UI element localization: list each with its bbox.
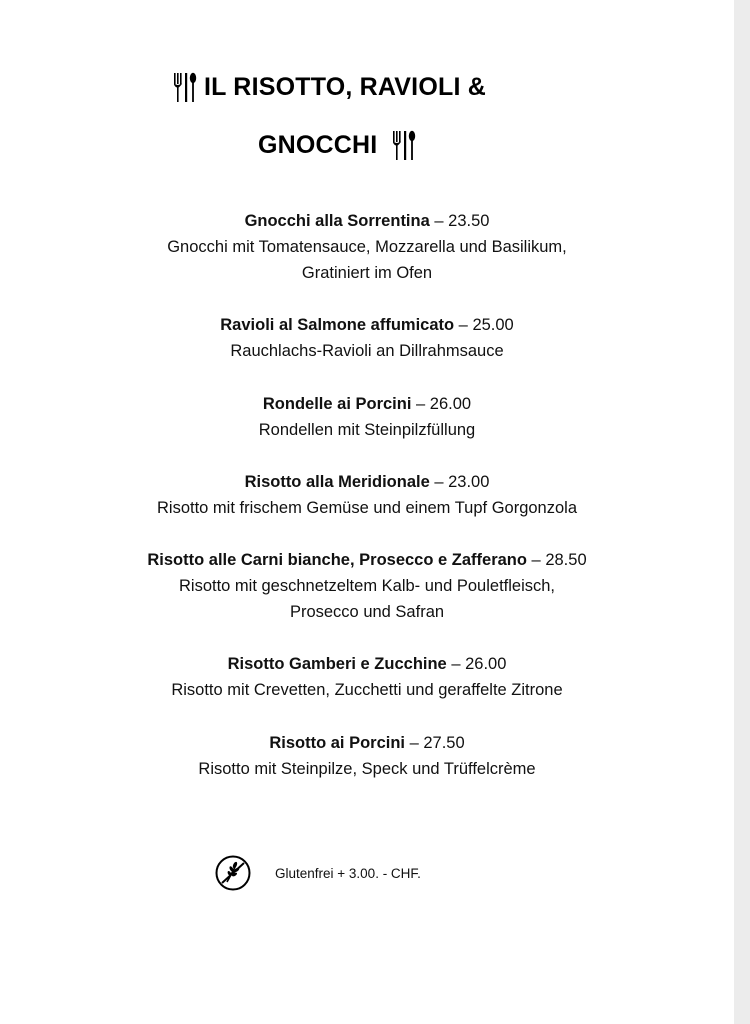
menu-item — [0, 391, 734, 443]
menu-item-header: Gnocchi alla Sorrentina – 23.50 — [244, 212, 490, 230]
dish-name: Risotto alle Carni bianche, Prosecco e Zafferano — [147, 551, 527, 569]
menu-item-header: Risotto ai Porcini – 27.50 — [269, 734, 465, 752]
menu-item-header: Ravioli al Salmone affumicato – 25.00 — [220, 316, 514, 334]
dish-name: Risotto Gamberi e Zucchine — [227, 655, 447, 673]
dish-name: Gnocchi alla Sorrentina — [244, 212, 430, 230]
dish-description: Prosecco und Safran — [289, 603, 445, 621]
dish-description: Rondellen mit Steinpilzfüllung — [258, 421, 476, 439]
menu-item-header: Risotto alle Carni bianche, Prosecco e Zafferano – 28.50 — [147, 551, 587, 569]
menu-item — [0, 469, 734, 521]
dish-price: 23.00 — [448, 473, 490, 491]
dish-name: Risotto alla Meridionale — [244, 473, 430, 491]
title-line-2 — [258, 128, 417, 162]
title-line-1 — [172, 70, 486, 104]
menu-item — [0, 547, 734, 625]
dish-price: 26.00 — [429, 395, 472, 413]
scrollbar-track[interactable] — [734, 0, 750, 1024]
dish-price: 26.00 — [465, 655, 507, 673]
cutlery-icon — [172, 70, 198, 104]
dish-name: Rondelle ai Porcini — [262, 395, 412, 413]
menu-item — [0, 651, 734, 703]
menu-item — [0, 208, 734, 286]
cutlery-icon — [391, 128, 417, 162]
page-title-line-1: IL RISOTTO, RAVIOLI & — [204, 72, 486, 101]
page-title-line-2: GNOCCHI — [258, 130, 378, 159]
dish-name: Ravioli al Salmone affumicato — [220, 316, 455, 334]
dish-price: 23.50 — [448, 212, 490, 230]
dish-description: Risotto mit Steinpilze, Speck und Trüffelcrème — [198, 760, 536, 778]
menu-item-header: Risotto Gamberi e Zucchine – 26.00 — [227, 655, 507, 673]
dish-price: 25.00 — [472, 316, 514, 334]
gluten-free-note — [214, 854, 421, 892]
gluten-free-text: Glutenfrei + 3.00. - CHF. — [275, 865, 421, 881]
menu-item — [0, 312, 734, 364]
dish-price: 28.50 — [545, 551, 587, 569]
menu-item-header: Rondelle ai Porcini – 26.00 — [262, 395, 472, 413]
dish-description: Rauchlachs-Ravioli an Dillrahmsauce — [230, 342, 504, 360]
dish-description: Gratiniert im Ofen — [301, 264, 433, 282]
menu-item-header: Risotto alla Meridionale – 23.00 — [244, 473, 490, 491]
dish-price: 27.50 — [423, 734, 465, 752]
menu-list — [0, 208, 734, 782]
dish-description: Gnocchi mit Tomatensauce, Mozzarella und Basilikum, — [167, 238, 567, 256]
dish-description: Risotto mit geschnetzeltem Kalb- und Pouletfleisch, — [178, 577, 556, 595]
gluten-free-icon — [214, 854, 252, 892]
menu-item — [0, 730, 734, 782]
dish-description: Risotto mit frischem Gemüse und einem Tupf Gorgonzola — [156, 499, 578, 517]
dish-name: Risotto ai Porcini — [269, 734, 406, 752]
dish-description: Risotto mit Crevetten, Zucchetti und geraffelte Zitrone — [171, 681, 563, 699]
